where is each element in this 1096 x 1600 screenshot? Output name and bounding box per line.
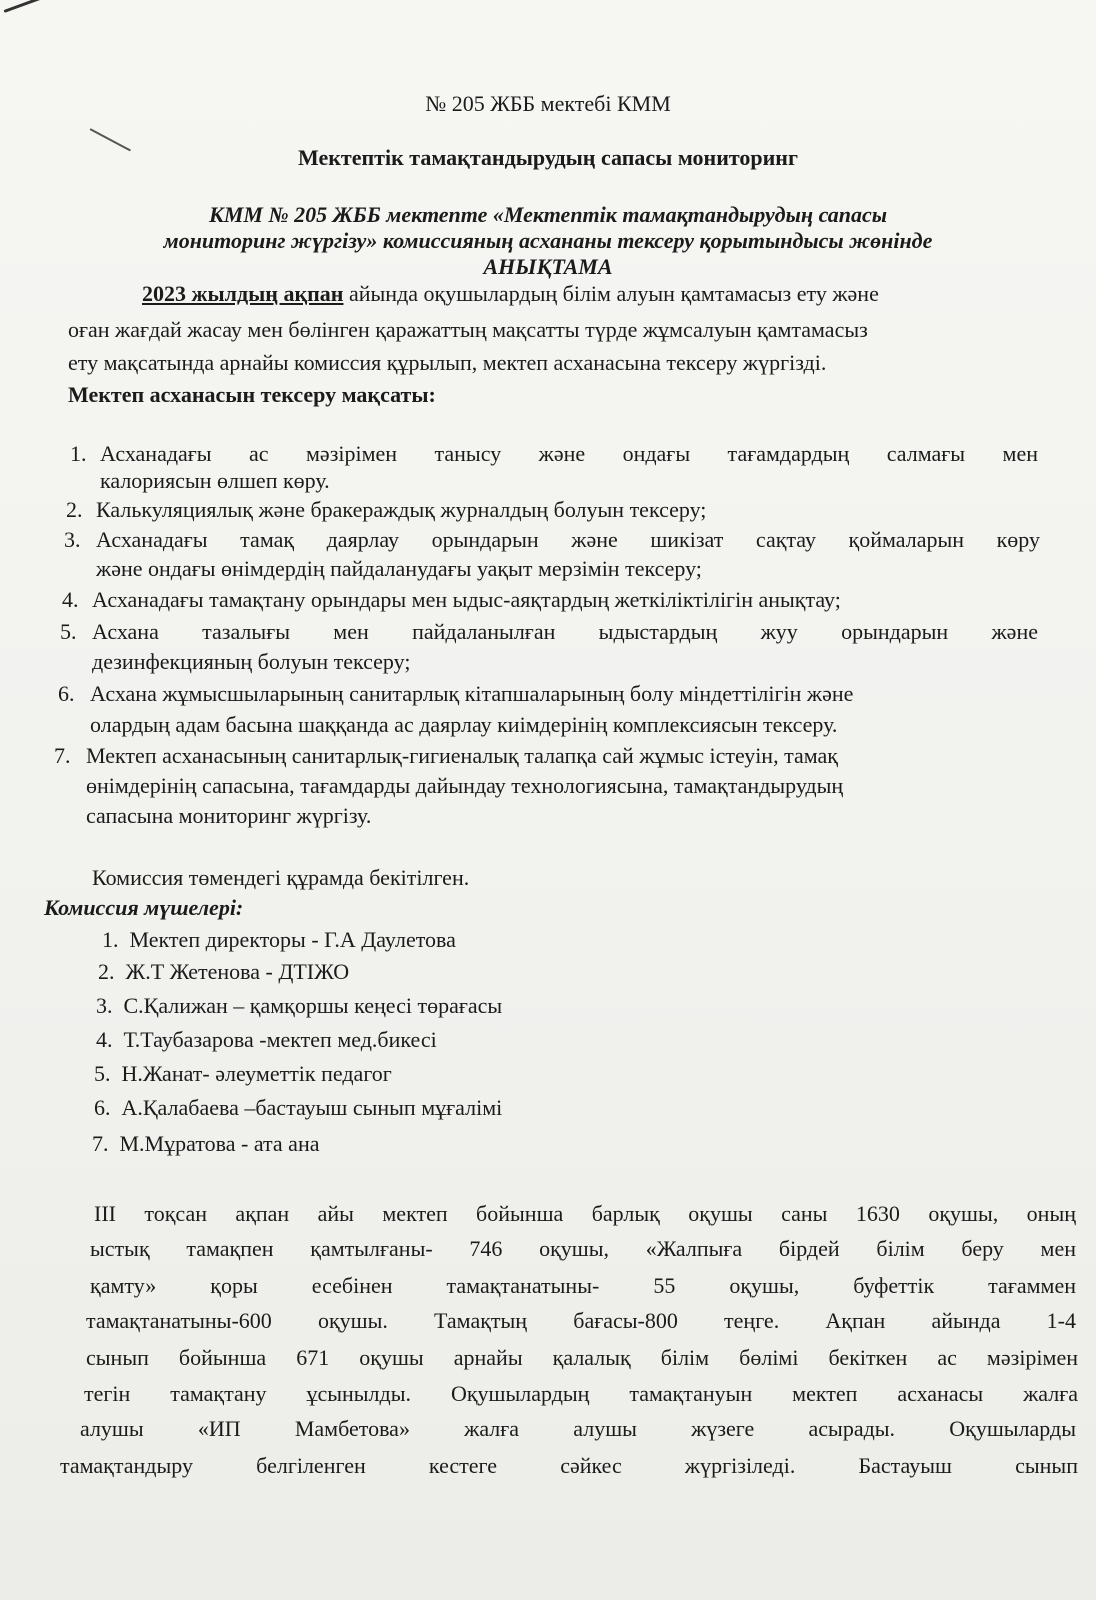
goal-2-number: 2. [66,497,83,522]
goal-4-line-1: Асханадағы тамақтану орындары мен ыдыс-аяқтардың жеткіліктілігін анықтау; [92,587,841,612]
goal-7-line-2: өнімдерінің сапасына, тағамдарды дайындау технологиясына, тамақтандырудың [86,773,844,798]
intro-line-1-rest: айында оқушылардың білім алуын қамтамасыз ету және [343,281,879,306]
member-number: 2. [98,959,115,984]
goal-6-number: 6. [58,681,75,706]
final-line-5: сынып бойынша 671 оқушы арнайы қалалық білім бөлімі бекіткен ас мәзірімен [86,1345,1078,1370]
final-line-3: қамту» қоры есебінен тамақтанатыны- 55 оқушы, буфеттік тағаммен [90,1273,1076,1298]
subtitle-line-1: КММ № 205 ЖББ мектепте «Мектептік тамақтандырудың сапасы [208,202,888,227]
member-5 [94,1060,392,1087]
member-number: 3. [96,993,113,1018]
commission-heading: Комиссия мүшелері: [44,895,244,920]
goal-7-line-3: сапасына мониторинг жүргізу. [86,803,372,828]
member-6 [94,1094,502,1121]
member-name: Н.Жанат- әлеуметтік педагог [121,1061,392,1086]
goal-3-line-2: және ондағы өнімдердің пайдаланудағы уақыт мерзімін тексеру; [96,556,702,581]
member-3 [96,992,502,1019]
final-line-1: ІІІ тоқсан ақпан айы мектеп бойынша барлық оқушы саны 1630 оқушы, оның [94,1201,1076,1226]
member-number: 1. [102,927,119,952]
member-name: М.Мұратова - ата ана [119,1131,320,1156]
member-4 [96,1026,437,1053]
member-2 [98,958,349,985]
goal-5-line-2: дезинфекцияның болуын тексеру; [92,649,411,674]
goal-5-line-1: Асхана тазалығы мен пайдаланылған ыдыстардың жуу орындарын және [92,619,1038,644]
pen-stroke-mark [3,0,62,13]
subtitle-line-3: АНЫҚТАМА [483,254,613,279]
intro-line-1 [142,280,879,307]
member-1 [102,926,456,953]
intro-date: 2023 жылдың ақпан [142,281,344,306]
final-line-8: тамақтандыру белгіленген кестеге сәйкес жүргізіледі. Бастауыш сынып [60,1453,1078,1478]
goal-7-line-1: Мектеп асханасының санитарлық-гигиеналық талапқа сай жұмыс істеуін, тамақ [86,743,838,768]
member-name: Мектеп директоры - Г.А Даулетова [129,927,456,952]
member-number: 7. [92,1131,109,1156]
intro-line-3: ету мақсатында арнайы комиссия құрылып, мектеп асханасына тексеру жүргізді. [68,350,827,375]
goal-7-number: 7. [54,743,71,768]
subtitle-line-2: мониторинг жүргізу» комиссияның асхананы тексеру қорытындысы жөнінде [163,228,933,253]
member-name: С.Қалижан – қамқоршы кеңесі төрағасы [123,993,503,1018]
goal-6-line-2: олардың адам басына шаққанда ас даярлау киімдерінің комплексиясын тексеру. [90,712,838,737]
member-number: 6. [94,1095,111,1120]
goal-5-number: 5. [60,619,77,644]
intro-line-2: оған жағдай жасау мен бөлінген қаражаттың мақсатты түрде жұмсалуын қамтамасыз [68,317,868,342]
member-name: Т.Таубазарова -мектеп мед.бикесі [123,1027,437,1052]
final-line-2: ыстық тамақпен қамтылғаны- 746 оқушы, «Жалпыға бірдей білім беру мен [90,1236,1076,1261]
member-name: А.Қалабаева –бастауыш сынып мұғалімі [121,1095,503,1120]
final-line-4: тамақтанатыны-600 оқушы. Тамақтың бағасы-800 теңге. Ақпан айында 1-4 [86,1308,1076,1333]
goal-3-number: 3. [64,527,81,552]
member-name: Ж.Т Жетенова - ДТІЖО [125,959,350,984]
member-7 [92,1130,319,1157]
goal-2-line-1: Калькуляциялық және бракераждық журналдың болуын тексеру; [96,497,707,522]
member-number: 5. [94,1061,111,1086]
goal-6-line-1: Асхана жұмысшыларының санитарлық кітапшаларының болу міндеттілігін және [90,681,854,706]
goal-1-line-1: Асханадағы ас мәзірімен танысу және ондағы тағамдардың салмағы мен [100,441,1038,466]
member-number: 4. [96,1027,113,1052]
goal-3-line-1: Асханадағы тамақ даярлау орындарын және шикізат сақтау қоймаларын көру [96,527,1040,552]
goals-heading: Мектеп асханасын тексеру мақсаты: [68,382,436,407]
final-line-6: тегін тамақтану ұсынылды. Оқушылардың тамақтануын мектеп асханасы жалға [84,1381,1078,1406]
school-name: № 205 ЖББ мектебі КММ [425,91,671,116]
final-line-7: алушы «ИП Мамбетова» жалға алушы жүзеге асырады. Оқушыларды [80,1416,1076,1441]
commission-intro: Комиссия төмендегі құрамда бекітілген. [92,865,470,890]
goal-1-line-2: калориясын өлшеп көру. [100,468,330,493]
goal-4-number: 4. [62,587,79,612]
document-title: Мектептік тамақтандырудың сапасы мониторинг [298,145,798,170]
goal-1-number: 1. [70,441,87,466]
